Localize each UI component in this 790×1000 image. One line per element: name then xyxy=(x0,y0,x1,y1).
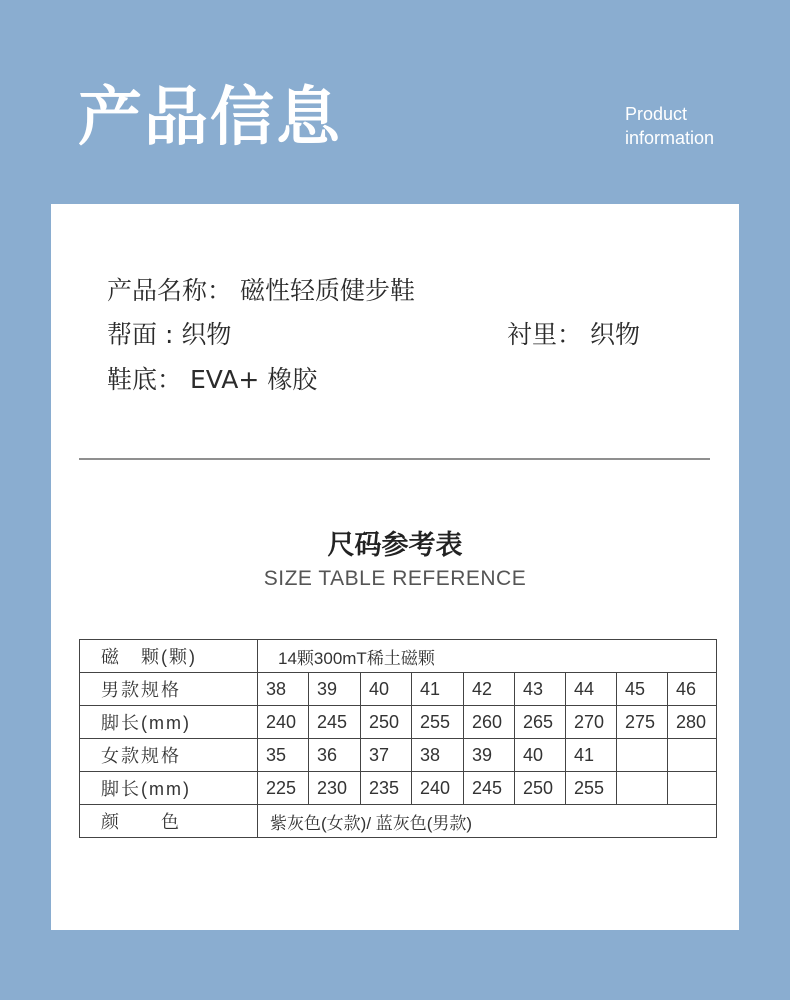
men-length-cell: 265 xyxy=(515,706,566,739)
women-size-cell xyxy=(617,739,668,772)
product-info-card xyxy=(51,204,739,930)
table-row-color xyxy=(80,805,717,838)
women-length-cell: 230 xyxy=(309,772,361,805)
size-table-title: 尺码参考表 xyxy=(327,530,463,561)
men-size-cell: 42 xyxy=(464,673,515,706)
lining-material: 衬里： 织物 xyxy=(507,320,640,349)
women-length-cell: 250 xyxy=(515,772,566,805)
magnets-label: 磁 颗(颗) xyxy=(80,640,258,673)
page-title-english xyxy=(625,102,714,150)
women-size-cell: 36 xyxy=(309,739,361,772)
men-size-cell: 44 xyxy=(566,673,617,706)
women-size-cell: 37 xyxy=(361,739,412,772)
page-title-english-line1: Product xyxy=(625,104,688,124)
men-length-cell: 260 xyxy=(464,706,515,739)
magnets-value: 14颗300mT稀土磁颗 xyxy=(258,640,717,673)
women-length-cell: 245 xyxy=(464,772,515,805)
sole-material: 鞋底： EVA+ 橡胶 xyxy=(107,365,318,394)
men-length-cell: 275 xyxy=(617,706,668,739)
men-size-label: 男款规格 xyxy=(80,673,258,706)
men-size-cell: 43 xyxy=(515,673,566,706)
women-length-cell xyxy=(617,772,668,805)
women-size-label: 女款规格 xyxy=(80,739,258,772)
women-length-cell: 225 xyxy=(258,772,309,805)
size-table xyxy=(79,639,717,838)
page-title: 产品信息 xyxy=(78,81,342,155)
men-size-cell: 45 xyxy=(617,673,668,706)
women-length-label: 脚长(mm) xyxy=(80,772,258,805)
men-size-cell: 46 xyxy=(668,673,717,706)
men-length-label: 脚长(mm) xyxy=(80,706,258,739)
table-row-women-lengths xyxy=(80,772,717,805)
men-length-cell: 250 xyxy=(361,706,412,739)
table-row-magnets xyxy=(80,640,717,673)
women-length-cell: 255 xyxy=(566,772,617,805)
color-value: 紫灰色(女款)/ 蓝灰色(男款) xyxy=(258,805,717,838)
men-length-cell: 255 xyxy=(412,706,464,739)
women-size-cell: 39 xyxy=(464,739,515,772)
men-length-cell: 270 xyxy=(566,706,617,739)
upper-material: 帮面 : 织物 xyxy=(107,320,232,349)
women-size-cell xyxy=(668,739,717,772)
men-size-cell: 39 xyxy=(309,673,361,706)
size-table-subtitle: SIZE TABLE REFERENCE xyxy=(263,567,527,590)
men-length-cell: 245 xyxy=(309,706,361,739)
women-size-cell: 38 xyxy=(412,739,464,772)
page-title-english-line2: information xyxy=(625,128,715,148)
men-size-cell: 41 xyxy=(412,673,464,706)
women-length-cell: 240 xyxy=(412,772,464,805)
men-length-cell: 280 xyxy=(668,706,717,739)
women-size-cell: 40 xyxy=(515,739,566,772)
women-size-cell: 35 xyxy=(258,739,309,772)
table-row-men-sizes xyxy=(80,673,717,706)
women-length-cell: 235 xyxy=(361,772,412,805)
women-size-cell: 41 xyxy=(566,739,617,772)
product-name: 产品名称： 磁性轻质健步鞋 xyxy=(107,276,415,305)
men-size-cell: 38 xyxy=(258,673,309,706)
section-divider xyxy=(79,458,710,460)
color-label: 颜 色 xyxy=(80,805,258,838)
table-row-men-lengths xyxy=(80,706,717,739)
men-size-cell: 40 xyxy=(361,673,412,706)
table-row-women-sizes xyxy=(80,739,717,772)
men-length-cell: 240 xyxy=(258,706,309,739)
women-length-cell xyxy=(668,772,717,805)
